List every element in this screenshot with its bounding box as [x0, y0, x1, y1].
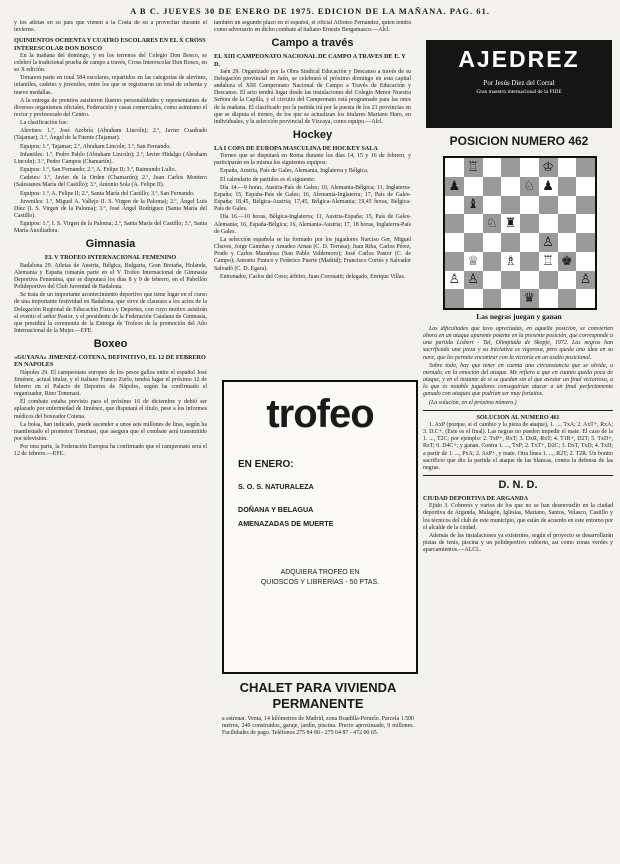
results-line: Equipos: 1.º, A. Felipe II; 2.º, Santa María del Castillo; 3.º, San Fernando.: [20, 190, 195, 197]
results-line: Cadetes: 1.º, Javier de la Orden (Chamartín); 2.º, Juan Carlos Montero (Salesianos María del Castillo); 3.º, Antonio Sola (A. Felipe II).: [14, 175, 207, 189]
chalet-title-line: PERMANENTE: [272, 696, 364, 711]
paragraph: Sobre todo, hay que tener en cuenta una circunstancia que se olvida, a menudo, en la emoción del ataque. Me refiero a que en cuanto queda poca de ataque, y en el instante de si se quedan sin el que asestar un final victorioso, a lo que es notable jugadores conseguirían atacar a un final perfectamente ganado con ataques que podrían ser muy fortuitos.: [423, 362, 613, 398]
paragraph: Nápoles 29. El campeonato europeo de los pesos gallos entre el español José Jiménez, actual titular, y el italiano Franco Zurlo, tendrá lugar el próximo 12 de febrero en el Palacio de Deportes de Nápoles, según ha confirmado el organizador, Rino Tommasi.: [14, 369, 207, 398]
paragraph: Entrenador, Carlos del Coso; árbitro, Juan Coronatti; delegado, Enrique Villas.: [220, 273, 406, 280]
paragraph: Además de las instalaciones ya existentes, según el proyecto se desarrollarán pistas de tenis, piscina y un polideportivo cubierto, así como zonas verdes y aparcamientos.—ALCL.: [423, 532, 613, 554]
chess-square: [576, 214, 595, 233]
chess-square: [539, 289, 558, 308]
paragraph: A la entrega de premios asistieron ilustres personalidades y representantes de diversos organismos oficiales, Federación y casas comerciales, como asimismo el rector y profesorado del Centro.: [14, 97, 207, 118]
page-header: A B C. JUEVES 30 DE ENERO DE 1975. EDICION DE LA MAÑANA. PAG. 61.: [130, 6, 490, 16]
section-title: Boxeo: [93, 338, 128, 351]
results-line: Equipos: 1.º, San Fernando; 2.º, A. Felipe II; 3.º, Raimundo Lulio.: [20, 167, 177, 174]
paragraph: Día 14.—9 horas, Austria-País de Gales; 10, Alemania-Bélgica; 11, Inglaterra-España; 15, España-País de Gales; 16, Alemania-Inglaterra; 17, País de Gales-España; 18,45, Bélgica-Austria; 17,45, Bélgica-Alemania; 19,45 horas, Bélgica-País de Gales.: [214, 184, 411, 213]
chess-square: [501, 289, 520, 308]
chess-piece-square: ♙: [576, 271, 595, 290]
position-title: POSICION NUMERO 462: [449, 134, 589, 148]
chess-square: [464, 214, 483, 233]
trofeo-logo: trofeo: [266, 392, 374, 436]
chess-square: [558, 214, 577, 233]
ad-footer-line: ADQUIERA TROFEO EN: [280, 569, 360, 576]
article-headline: CIUDAD DEPORTIVA DE ARGANDA: [423, 495, 529, 503]
trofeo-advertisement: [222, 380, 418, 674]
chess-square: [520, 196, 539, 215]
section-title: Gimnasia: [85, 238, 136, 251]
results-line: Alevines: 1.º, José Azebría (Abraham Lincoln); 2.º, Javier Cuadrado (Tajamar); 3.º, Ángel de la Fuente (Tajamar).: [14, 128, 207, 142]
section-title: Campo a través: [271, 37, 354, 50]
chess-square: [576, 196, 595, 215]
chess-square: [483, 271, 502, 290]
section-title: Hockey: [292, 128, 333, 141]
chalet-ad-text: a estrenar. Venta, 14 kilómetros de Madrid, zona Boadilla-Peruelo. Parcela 1.500 metros, 240 construidos, garaje, jardín, piscina. Precio aproximado, 9 millones. Facilidades de pago. Teléfonos 275 84 80 - 275 64 87 - 472 00 65.: [222, 716, 414, 737]
chess-banner: [426, 40, 612, 128]
chess-piece-square: ♝: [464, 196, 483, 215]
results-line: Equipos: 1.º, Tajamar; 2.º, Abraham Lincoln; 3.º, San Fernando.: [20, 143, 171, 150]
section-title: D. N. D.: [498, 479, 538, 492]
chess-square: [483, 158, 502, 177]
paragraph: Tomaron parte en total 584 escolares, repartidos en las categorías de alevines, infantiles, cadetes y juveniles, entre los que se registraron un total de ochenta y nueve medallas.: [14, 75, 207, 96]
paragraph: Se trata de un importante acontecimiento deportivo que tiene lugar en el curso de una importante festividad en Badalona, que sirve de clausura a los actos de la Delegación Regional de Educación Física y Deportes, con cuyo motivo asistirán al evento el señor Pastor, y el presidente de la Federación Catalana de Gimnasia, que presidirá la ceremonia de la Entrega de Trofeos de la promoción del Año Internacional de la Mujer.—EFE.: [14, 292, 207, 335]
chess-square: [445, 158, 464, 177]
chess-title: AJEDREZ: [458, 46, 580, 72]
article-headline: EL V TROFEO INTERNACIONAL FEMENINO: [44, 254, 177, 262]
paragraph: también un segundo plazo en el español, el oficial Alfonso Fernández, quien tendrá como adversario en dicho combate al italiano Ernesto Bergamasco.—Alcl.: [214, 20, 411, 34]
results-line: Equipos: 1.º, I. S. Virgen de la Paloma; 2.º, Santa María del Castillo; 3.º, Santa María Auxiliadora.: [14, 221, 207, 235]
chess-square: [576, 158, 595, 177]
paragraph: El combate estaba previsto para el próximo 16 de diciembre y debió ser aplazado por enfermedad de Jiménez, que disputará el título, pese a los informes médicos del boxeador Cotena.: [14, 399, 207, 420]
chess-piece-square: ♟: [542, 178, 554, 194]
paragraph: La selección española se ha formado por los jugadores Narciso Ger, Miguel Chaves, Jorge Camiñas y Amadeo Arnau (C. D. Terrasa); Juan Riba, Carlos Pérez, Prado y Carlos Marañosa (San Pablo Valdemoro); José Carlos Pastor (C. de Campo); Antonio Franco y Federico Fuerte (Madrid); Francisco Cortés y Salvador Salvadó (C. D. Egara).: [214, 236, 411, 272]
chess-square: [483, 177, 502, 196]
column-left: [14, 20, 207, 856]
chess-piece-square: ♚: [558, 252, 577, 271]
chess-piece-square: ♙: [448, 272, 461, 288]
ad-item: S. O. S. NATURALEZA: [238, 482, 314, 491]
ad-headline: EN ENERO:: [238, 459, 294, 470]
paragraph: Las dificultades que tuvo apreciadas, en aquella posición, se convierten ahora en un ataque aparente potente en la presente posición, que corresponde a una partida Lisbert - Tal, Olimpiada de Skopje, 1972. Las negras han sacrificado una pieza y su iniciativa es vigorosa, pero queda una idea en su nave, que les permite encontrar con la victoria en un asalto posicional.: [423, 326, 613, 361]
chess-piece-square: ♙: [464, 271, 483, 290]
chess-piece-square: ♟: [445, 177, 464, 196]
chess-square: [501, 233, 520, 252]
chess-square: [501, 177, 520, 196]
paragraph: La bolsa, han indicado, puede ascender a unos seis millones de liras, según ha manifestado el promotor Tommasi, que asegura que el combate será transmitido por televisión.: [14, 421, 207, 443]
results-line: Juveniles: 1.º, Miguel A. Vallejo (I. S. Virgen de la Paloma); 2.º, Ángel Luis Díez (I. S. Virgen de la Paloma); 3.º, José Ángel Rodríguez (Santa María del Castillo).: [14, 198, 207, 219]
chess-square: [558, 177, 577, 196]
chess-author-subtitle: Gran maestro internacional de la FIDE: [476, 89, 562, 95]
board-caption: Las negras juegan y ganan: [476, 312, 562, 321]
paragraph: El calendario de partidos es el siguiente:: [220, 176, 316, 183]
chess-square: [445, 233, 464, 252]
chess-square: [464, 177, 483, 196]
article-headline: LA I COPA DE EUROPA MASCULINA DE HOCKEY SALA: [214, 144, 378, 152]
chess-square: [520, 158, 539, 177]
chess-piece-square: ♖: [542, 253, 554, 269]
chess-piece-square: ♖: [464, 158, 483, 177]
paragraph: Día 16.—10 horas, Bélgica-Inglaterra; 11, Austria-España; 15, País de Gales-Alemania; 16, España-Bélgica; 16, Alemania-Austria; 17, 18 horas, Inglaterra-País de Gales.: [214, 214, 411, 235]
chess-square: [576, 289, 595, 308]
paragraph: (La solución, en el próximo número.): [429, 399, 517, 406]
chess-square: [501, 196, 520, 215]
chess-square: [558, 233, 577, 252]
chess-square: [464, 289, 483, 308]
chess-piece-square: ♔: [539, 158, 558, 177]
chess-square: [558, 196, 577, 215]
column-middle: [214, 20, 411, 380]
chess-square: [558, 158, 577, 177]
divider: [423, 410, 613, 411]
chess-square: [483, 289, 502, 308]
chess-square: [520, 252, 539, 271]
paragraph: La clasificación fue:: [20, 120, 69, 127]
chess-square: [445, 214, 464, 233]
chess-square: [558, 289, 577, 308]
paragraph: Torneo que se disputará en Roma durante los días 14, 15 y 16 de febrero, y participarán en la misma los siguientes equipos:: [214, 153, 411, 167]
ad-item: DOÑANA Y BELAGUA: [238, 505, 314, 514]
paragraph: Badalona 29. Atletas de Austria, Bélgica, Bulgaria, Gran Bretaña, Holanda, Alemania y España tomarán parte en el V Trofeo Internacional de Gimnasia Deportiva Femenina, que se disputará los días 8 y 9 de febrero, en el Pabellón Polideportivo del Club Juventud de Badalona.: [14, 262, 207, 291]
article-headline: EL XIII CAMPEONATO NACIONAL DE CAMPO A TRAVES DE E. Y D.: [214, 53, 406, 68]
chess-author: Por Jesús Díez del Corral: [483, 79, 555, 87]
chess-piece-square: ♘: [483, 214, 502, 233]
chess-square: [576, 233, 595, 252]
chess-board: [443, 156, 597, 310]
chess-square: [464, 233, 483, 252]
ad-footer: [224, 568, 416, 588]
chess-square: [445, 252, 464, 271]
ad-footer-line: QUIOSCOS Y LIBRERIAS - 50 PTAS.: [260, 579, 380, 586]
chess-square: [576, 252, 595, 271]
paragraph: Ejido 3. Cobreros y varios de los que no se han desenvuelto en la ciudad deportiva de Arganda, Malagón, Iglesias, Mariano, Santos, Velasco, Castillo y los técnicos del club de este municipio, que están de acuerdo en este entorno por el alcalde de la ciudad.: [423, 503, 613, 531]
chess-piece-square: ♜: [504, 216, 517, 232]
chess-piece-square: ♛: [520, 289, 539, 308]
paragraph: Por otra parte, la Federación Europea ha confirmado que el campeonato será el 12 de febrero.—EFE.: [14, 444, 207, 458]
chess-square: [539, 196, 558, 215]
divider: [423, 475, 613, 476]
ad-item: AMENAZADAS DE MUERTE: [238, 519, 334, 528]
chess-piece-square: ♗: [504, 253, 517, 269]
chalet-ad-title: [222, 680, 414, 712]
chess-square: [483, 252, 502, 271]
chess-square: [520, 233, 539, 252]
chalet-title-line: CHALET PARA VIVIENDA: [239, 680, 397, 695]
paragraph: En la mañana del domingo, y en los terrenos del Colegio Don Bosco, se celebró la tradicional prueba de campo a través, Cross Interescolar Don Bosco, en su X edición.: [14, 52, 207, 74]
chess-square: [558, 271, 577, 290]
solution-title: SOLUCION AL NUMERO 461: [476, 413, 560, 421]
chess-piece-square: ♕: [467, 253, 479, 269]
chess-square: [483, 233, 502, 252]
chess-square: [539, 271, 558, 290]
paragraph: y los atletas en su país que vienen a la Costa de su a provechar durante el invierno.: [14, 20, 207, 34]
results-line: Infantiles: 1.º, Pedro Pablo (Abraham Lincoln); 2.º, Javier Hidalgo (Abraham Lincoln); 3.º, Pedro Campos (Chamartín).: [14, 151, 207, 165]
paragraph: Jaén 29. Organizado por la Obra Sindical Educación y Descanso a través de su Delegación provincial en Jaén, se celebrará el próximo domingo en esta capital andaluza el XIII Campeonato Nacional de Campo a Través de Educación y Descanso. El acto tendrá lugar desde las instalaciones del Colegio Menor Nuestra Señora de la Capilla, y el circuito del Campeonato está programado para las once de la mañana. El clasificado por la partida irá por la puesta de los 21 provincias en que se disputa el torneo, de los que se actualizan los titulares Mariano Haro, en individuales, y la selección provincial de Vizcaya, como equipo.—Alcl.: [214, 68, 411, 125]
chess-piece-square: ♙: [539, 233, 558, 252]
chess-piece-square: ♘: [520, 177, 539, 196]
chess-square: [501, 271, 520, 290]
chess-square: [501, 158, 520, 177]
paragraph: 1. AxP (porque, si el cambio y la pieza de ataque), 1. ..., TxA; 2. AxT+, RxA; 3. D.C+. (Este es el final). Las negras no pueden impedir el mate. El caso de la 1. ..., T2C; por ejemplo: 2. TxP+, RxT; 3. DxR, RxT; 4. T1R+, D2T; 5. TxD+, RxT; 6. D4C+; y ganan. Contra 1. ..., TxP; 2. TxT+, D2C; 3. DxT, TxD; 4. TxD; a partir de 1. ..., PxA; 2. AxP+, y mate. Otra línea 1. ..., R2T; 2. T2R. Un bonito sacrificio que dio la partida el ataque de las blancas, contra la defensa de las negras.: [423, 421, 613, 471]
chess-square: [445, 289, 464, 308]
article-headline: «GUYANA» JIMENEZ-COTENA, DEFINITIVO, EL 12 DE FEBRERO EN NAPOLES: [14, 354, 206, 369]
chess-square: [576, 177, 595, 196]
paragraph: España, Austria, País de Gales, Alemania, Inglaterra y Bélgica.: [220, 168, 369, 175]
chess-square: [520, 214, 539, 233]
chess-square: [520, 271, 539, 290]
chess-square: [539, 214, 558, 233]
column-right: [423, 326, 613, 850]
chess-square: [445, 196, 464, 215]
article-headline: QUINIENTOS OCHENTA Y CUATRO ESCOLARES EN EL X CROSS INTERESCOLAR DON BOSCO: [14, 37, 206, 52]
chess-square: [483, 196, 502, 215]
